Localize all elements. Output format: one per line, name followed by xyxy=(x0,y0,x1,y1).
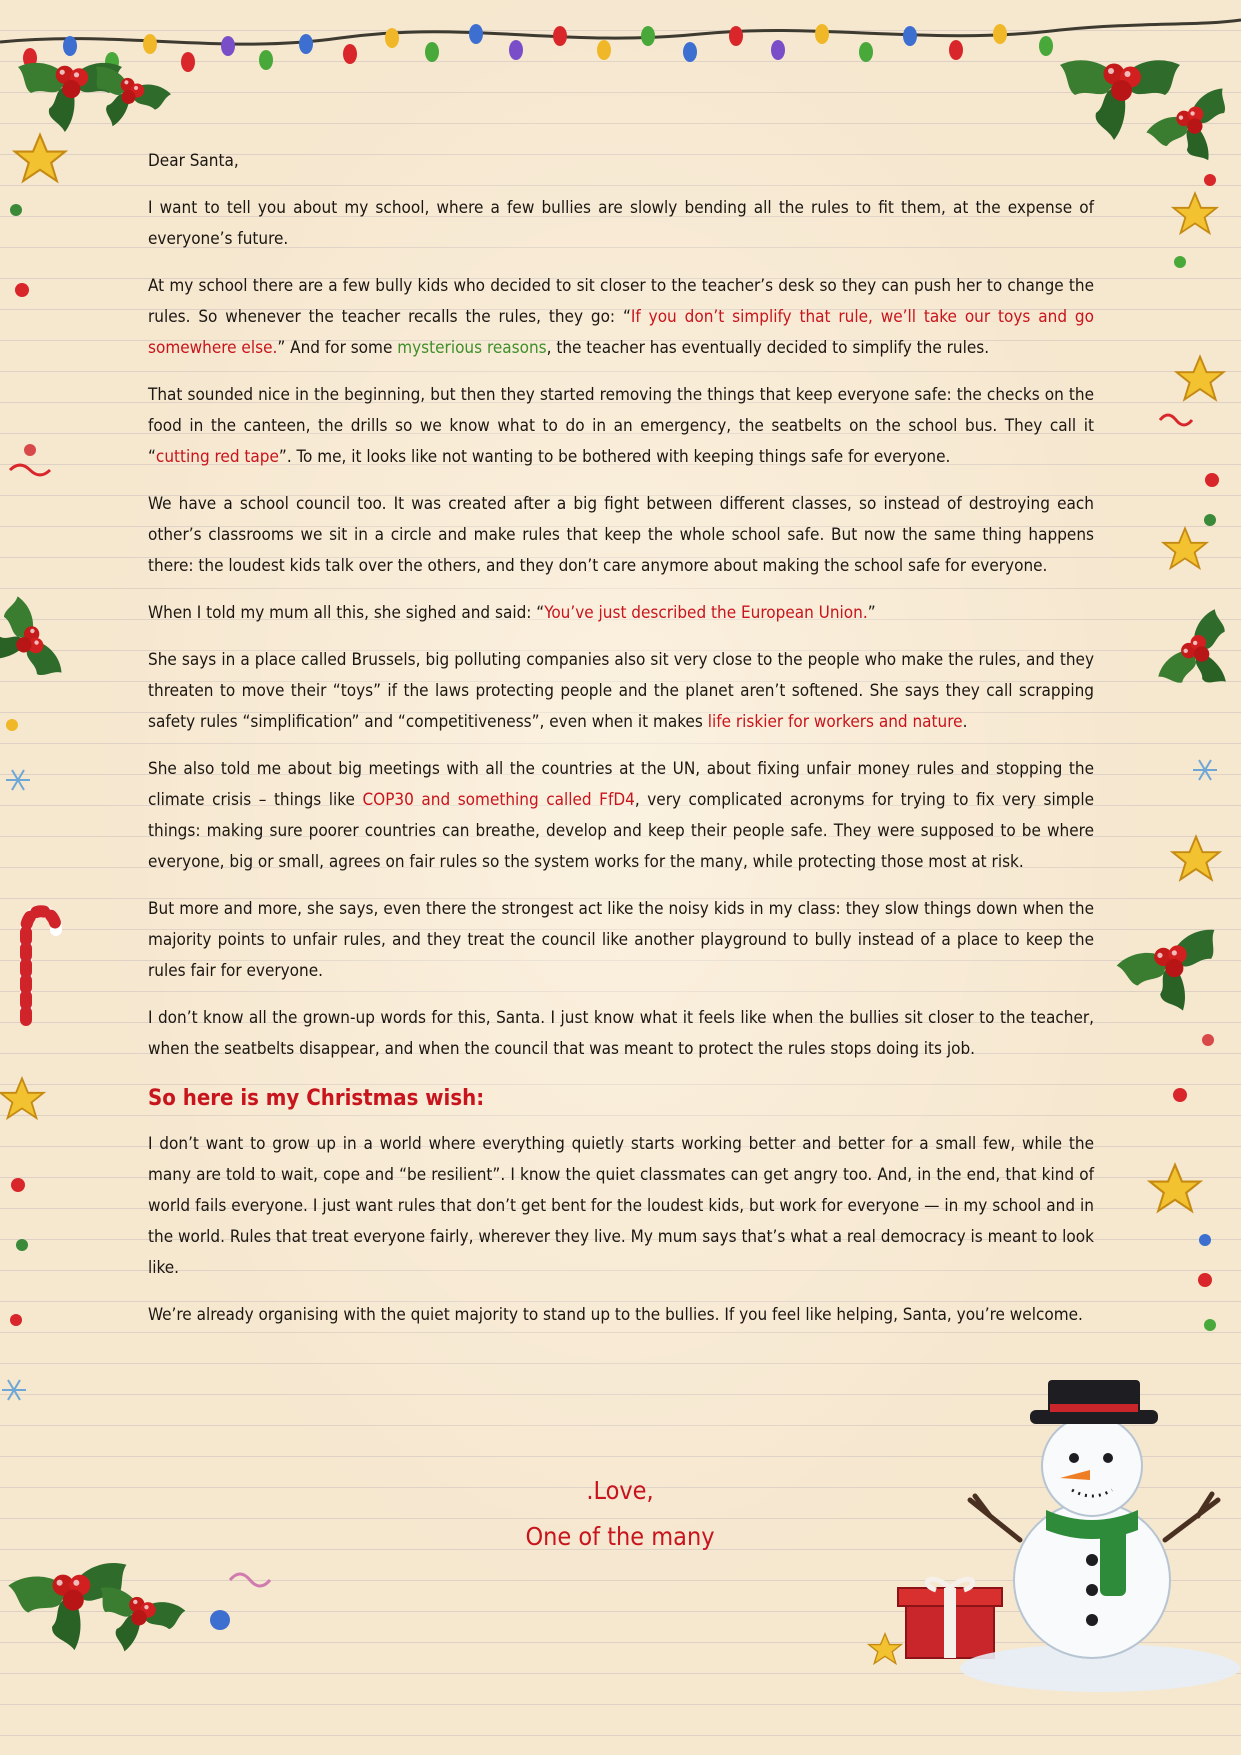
paragraph-3 xyxy=(148,380,1094,473)
text-span: , the teacher has eventually decided to simplify the rules. xyxy=(546,338,990,358)
text-span: ”. To me, it looks like not wanting to be bothered with keeping things safe for everyone. xyxy=(278,447,951,467)
highlight-red: cutting red tape xyxy=(155,447,279,467)
paragraph-10: I don’t want to grow up in a world where everything quietly starts working better and better for a small few, while the many are told to wait, cope and “be resilient”. I know the quiet classmates can get angry too. And, in the end, that kind of world fails everyone. I just want rules that don’t get bent for the loudest kids, but work for everyone — in my school and in the world. Rules that treat everyone fairly, wherever they live. My mum says that’s what a real democracy is meant to look like. xyxy=(148,1134,1094,1278)
paragraph-2 xyxy=(148,271,1094,364)
paragraph-7 xyxy=(148,754,1094,878)
signoff xyxy=(400,1468,840,1560)
text-span: At my school there are a few bully kids who decided to sit closer to the teacher’s desk so they can push her to change the rules. So whenever the teacher recalls the rules, they go: “ xyxy=(148,276,1094,327)
text-span: . xyxy=(962,712,968,732)
candy-cane xyxy=(26,911,56,1020)
text-span: She also told me about big meetings with all the countries at the UN, about fixing unfair money rules and stopping the climate crisis – things like xyxy=(148,759,1094,810)
paragraph-6 xyxy=(148,645,1094,738)
paragraph-8: But more and more, she says, even there the strongest act like the noisy kids in my class: they slow things down when the majority points to unfair rules, and they treat the council like another playground to bully instead of a place to keep the rules fair for everyone. xyxy=(148,899,1094,981)
highlight-red: life riskier for workers and nature xyxy=(707,712,963,732)
text-span: When I told my mum all this, she sighed and said: “ xyxy=(148,603,545,623)
paragraph-1: I want to tell you about my school, where a few bullies are slowly bending all the rules to fit them, at the expense of everyone’s future. xyxy=(148,198,1094,249)
snowman xyxy=(960,1380,1240,1692)
text-span: That sounded nice in the beginning, but then they started removing the things that keep everyone safe: the checks on the food in the canteen, the drills so we know what to do in an emergency, the seatbelts on the school bus. They call it “ xyxy=(148,385,1094,467)
signoff-love: .Love, xyxy=(586,1476,654,1505)
gift-box xyxy=(898,1579,1002,1658)
highlight-red: COP30 and something called FfD4 xyxy=(362,790,635,810)
greeting: Dear Santa, xyxy=(148,151,239,171)
highlight-red: You’ve just described the European Union. xyxy=(544,603,868,623)
paragraph-9: I don’t know all the grown-up words for this, Santa. I just know what it feels like when the bullies sit closer to the teacher, when the seatbelts disappear, and when the council that was meant to protect the rules stops doing its job. xyxy=(148,1008,1094,1059)
highlight-quote: If you don’t simplify that rule, we’ll take our toys and go somewhere else. xyxy=(148,307,1094,358)
text-span: ” xyxy=(867,603,876,623)
paragraph-5 xyxy=(148,598,1094,629)
highlight-green: mysterious reasons xyxy=(397,338,547,358)
paragraph-11: We’re already organising with the quiet majority to stand up to the bullies. If you feel like helping, Santa, you’re welcome. xyxy=(148,1305,1083,1325)
signoff-name: One of the many xyxy=(525,1522,715,1551)
wish-heading: So here is my Christmas wish: xyxy=(148,1086,485,1111)
string-lights xyxy=(0,20,1241,72)
letter-body xyxy=(148,146,1094,1347)
text-span: She says in a place called Brussels, big polluting companies also sit very close to the people who make the rules, and they threaten to move their “toys” if the laws protecting people and the planet aren’t softened. She says they call scrapping safety rules “simplification” and “competitiveness”, even when it makes xyxy=(148,650,1094,732)
text-span: ” And for some xyxy=(277,338,398,358)
text-span: , very complicated acronyms for trying to fix very simple things: making sure poorer countries can breathe, develop and keep their people safe. They were supposed to be where everyone, big or small, agrees on fair rules so the system works for the many, while protecting those most at risk. xyxy=(148,790,1094,872)
paragraph-4: We have a school council too. It was created after a big fight between different classes, so instead of destroying each other’s classrooms we sit in a circle and make rules that keep the whole school safe. But now the same thing happens there: the loudest kids talk over the others, and they don’t care anymore about making the school safe for everyone. xyxy=(148,494,1094,576)
